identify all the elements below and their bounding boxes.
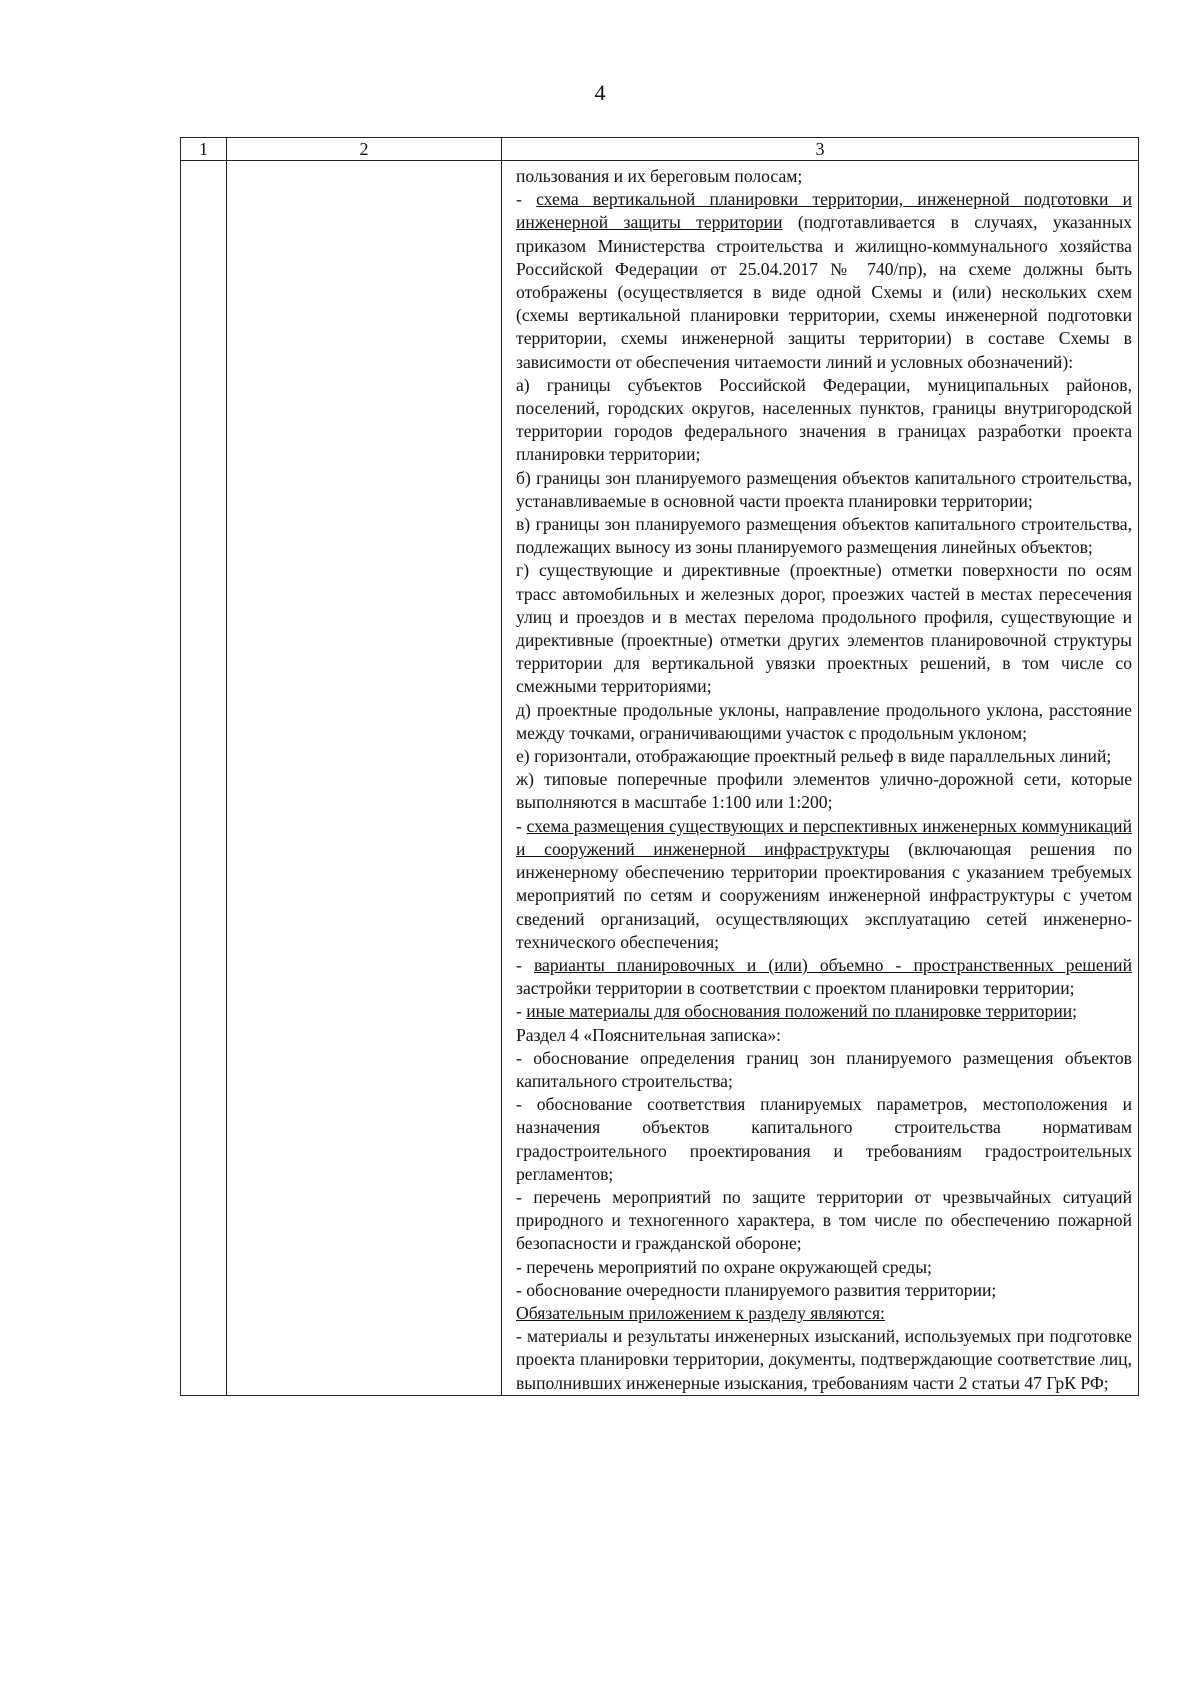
paragraph: [516, 374, 1132, 467]
text-run: а) границы субъектов Российской Федерации, муниципальных районов, поселений, городских округов, населенных пунктов, границы внутригородской территории городов федерального значения в границах разработки проекта планировки территории;: [516, 374, 1132, 465]
text-run: -: [516, 815, 527, 836]
requirements-table: [180, 137, 1139, 1396]
text-run: -: [516, 189, 537, 210]
paragraph: [516, 1024, 1132, 1047]
text-run: (подготавливается в случаях, указанных приказом Министерства строительства и жилищно-коммунального хозяйства Российской Федерации от 25.04.2017 № 740/пр), на схеме должны быть отображены (осуществляется в виде одной Схемы и (или) нескольких схем (схемы вертикальной планировки территории, схемы инженерной подготовки территории, схемы инженерной защиты территории) в составе Схемы в зависимости от обеспечения читаемости линий и условных обозначений):: [516, 212, 1132, 372]
column-header-2: 2: [227, 138, 502, 161]
paragraph: [516, 1256, 1132, 1279]
text-run: - обоснование очередности планируемого развития территории;: [516, 1279, 997, 1300]
paragraph: [516, 699, 1132, 745]
paragraph: [516, 1093, 1132, 1186]
text-run: в) границы зон планируемого размещения объектов капитального строительства, подлежащих выносу из зоны планируемого размещения линейных объектов;: [516, 514, 1132, 558]
paragraph: [516, 768, 1132, 814]
text-run: Раздел 4 «Пояснительная записка»:: [516, 1024, 782, 1045]
paragraph: [516, 1000, 1132, 1023]
text-run: - материалы и результаты инженерных изысканий, используемых при подготовке проекта планировки территории, документы, подтверждающие соответствие лиц, выполнивших инженерные изыскания, требованиям части 2 статьи 47 ГрК РФ;: [516, 1326, 1132, 1393]
paragraph: [516, 1302, 1132, 1325]
cell-col-2: [227, 161, 502, 1396]
text-run: г) существующие и директивные (проектные) отметки поверхности по осям трасс автомобильных и железных дорог, проезжих частей в местах пересечения улиц и проездов и в местах перелома продольного профиля, существующие и директивные (проектные) отметки других элементов планировочной структуры территории для вертикальной увязки проектных решений, в том числе со смежными территориями;: [516, 560, 1132, 697]
page-number: 4: [594, 80, 606, 105]
text-run: е) горизонтали, отображающие проектный рельеф в виде параллельных линий;: [516, 746, 1112, 767]
text-run: застройки территории в соответствии с проектом планировки территории;: [516, 978, 1075, 999]
paragraph: [516, 1279, 1132, 1302]
text-run: ;: [1072, 1001, 1078, 1022]
underlined-text: схема размещения существующих и перспективных инженерных коммуникаций и сооружений инженерной инфраструктуры: [516, 815, 1132, 859]
table-header-row: [181, 138, 1139, 161]
underlined-text: иные материалы для обоснования положений по планировке территории: [526, 1001, 1073, 1022]
underlined-text: схема вертикальной планировки территории, инженерной подготовки и инженерной защиты территории: [516, 189, 1133, 233]
underlined-text: Обязательным приложением к разделу являются:: [516, 1302, 885, 1323]
paragraph: [516, 1325, 1132, 1395]
paragraph: [516, 165, 1132, 188]
text-run: (включающая решения по инженерному обеспечению территории проектирования с указанием требуемых мероприятий по сетям и сооружениям инженерной инфраструктуры с учетом сведений организаций, осуществляющих эксплуатацию сетей инженерно-технического обеспечения;: [516, 838, 1133, 952]
col3-content: [502, 161, 1138, 1395]
underlined-text: варианты планировочных и (или) объемно - пространственных решений: [533, 954, 1132, 975]
paragraph: [516, 1186, 1132, 1256]
paragraph: [516, 559, 1132, 698]
paragraph: [516, 954, 1132, 1000]
paragraph: [516, 745, 1132, 768]
column-header-3: 3: [502, 138, 1139, 161]
text-run: - перечень мероприятий по защите территории от чрезвычайных ситуаций природного и техногенного характера, в том числе по обеспечению пожарной безопасности и гражданской обороне;: [516, 1186, 1132, 1254]
text-run: -: [516, 1001, 527, 1022]
paragraph: [516, 815, 1132, 954]
cell-col-3: [502, 161, 1139, 1396]
text-run: ж) типовые поперечные профили элементов улично-дорожной сети, которые выполняются в масштабе 1:100 или 1:200;: [516, 769, 1132, 813]
text-run: - обоснование определения границ зон планируемого размещения объектов капитального строительства;: [516, 1047, 1132, 1091]
text-run: б) границы зон планируемого размещения объектов капитального строительства, устанавливаемые в основной части проекта планировки территории;: [516, 467, 1132, 511]
text-run: - перечень мероприятий по охране окружающей среды;: [516, 1256, 932, 1277]
text-run: д) проектные продольные уклоны, направление продольного уклона, расстояние между точками, ограничивающими участок с продольным уклоном;: [516, 699, 1132, 743]
cell-col-1: [181, 161, 227, 1396]
column-header-1: 1: [181, 138, 227, 161]
paragraph: [516, 467, 1132, 513]
text-run: -: [516, 954, 534, 975]
table-row: [181, 161, 1139, 1396]
text-run: пользования и их береговым полосам;: [516, 166, 803, 186]
paragraph: [516, 1047, 1132, 1093]
text-run: - обоснование соответствия планируемых параметров, местоположения и назначения объектов капитального строительства нормативам градостроительного проектирования и требованиям градостроительных регламентов;: [516, 1094, 1132, 1184]
paragraph: [516, 188, 1132, 374]
paragraph: [516, 513, 1132, 559]
